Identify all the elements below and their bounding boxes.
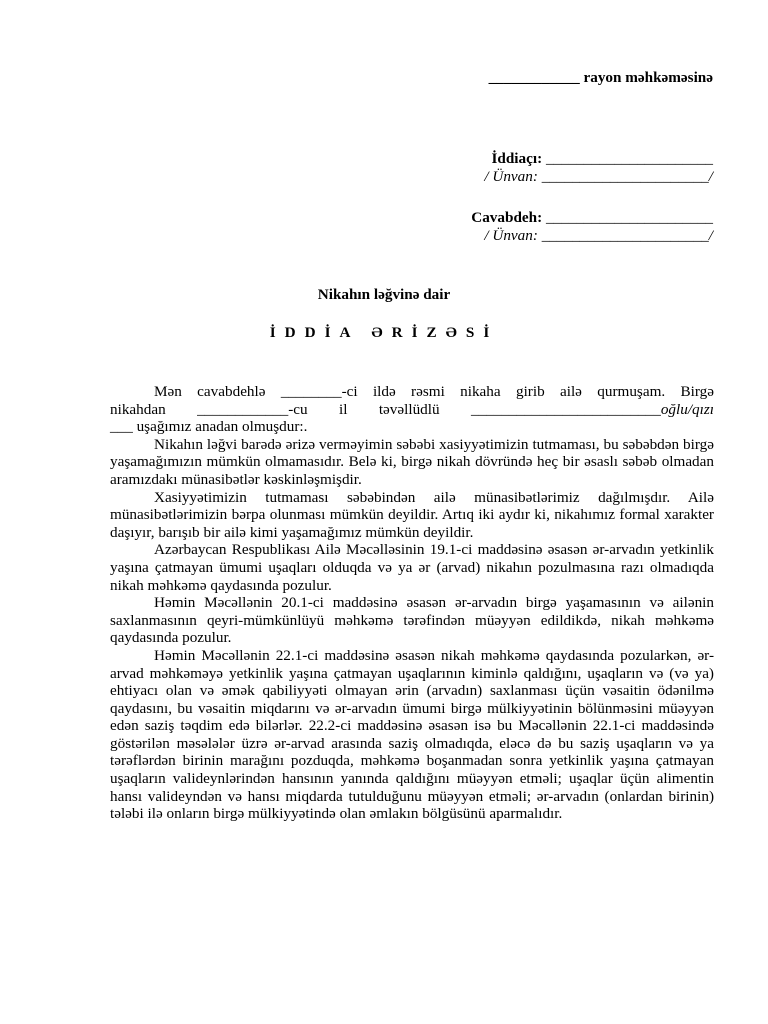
- defendant-label: Cavabdeh:: [471, 209, 543, 226]
- plaintiff-address-blank: ______________________/: [541, 167, 713, 185]
- defendant-address-blank: ______________________/: [541, 226, 713, 244]
- body-paragraph: Nikahın ləğvi barədə ərizə verməyimin səbəbi xasiyyətimizin tutmaması, bu səbəbdən birgə yaşamağımızın mümkün olmamasıdır. Belə ki, birgə nikah dövründə heç bir əsaslı səbəb olmadan aramızdakı münasibətlər kəskinləşmişdir.: [110, 435, 714, 488]
- body-paragraph: Həmin Məcəllənin 20.1-ci maddəsinə əsasən ər-arvadın birgə yaşamasının və ailənin saxlanmasının qeyri-mümkünlüyü məhkəmə tərəfindən müəyyən edildikdə, nikah məhkəmə qaydasında pozulur.: [110, 594, 714, 647]
- document-title: İDDİA ƏRİZƏSİ: [269, 324, 499, 341]
- body-paragraph: Azərbaycan Respublikası Ailə Məcəlləsinin 19.1-ci maddəsinə əsasən ər-arvadın yetkinlik yaşına çatmayan ümumi uşaqları olduqda və ya ər (arvad) nikahın pozulmasına razı olmadıqda nikah məhkəmə qaydasında pozulur.: [110, 541, 714, 594]
- defendant-block: [471, 209, 713, 244]
- plaintiff-address-label: / Ünvan:: [484, 167, 542, 185]
- plaintiff-line: [484, 150, 713, 168]
- body-paragraph: Həmin Məcəllənin 22.1-ci maddəsinə əsasən nikah məhkəmə qaydasında pozularkən, ər-arvad məhkəməyə yetkinlik yaşına çatmayan uşaqlarının kiminlə qaldığını, uşaqların və (və ya) ehtiyacı olan və əmək qabiliyyəti olmayan ərin (arvadın) saxlanması üçün vəsaitin ödənilmə qaydasını, bu vəsaitin miqdarını və ər-arvadın ümumi birgə mülkiyyətinin bölünməsini müəyyən edən saziş təqdim edə bilərlər. 22.2-ci maddəsinə əsasən isə bu Məcəllənin 22.1-ci maddəsində göstərilən məsələlər üzrə ər-arvad arasında saziş olmadıqda, eləcə də bu saziş uşaqların və ya tərəflərdən birinin marağını pozduqda, məhkəmə boşanmadan sonra yetkinlik yaşına çatmayan uşaqların valideynlərindən hansının yanında qaldığını müəyyən etməli; uşaqlar üçün alimentin hansı valideyndən və hansı miqdarda tutulduğunu müəyyən etməli; ər-arvadın (onlardan birinin) tələbi ilə onların birgə mülkiyyətində olan əmlakın bölgüsünü aparmalıdır.: [110, 646, 714, 823]
- document-subject: Nikahın ləğvinə dair: [317, 286, 451, 303]
- defendant-line: [471, 209, 713, 227]
- plaintiff-block: [484, 150, 713, 185]
- defendant-name-blank: ______________________: [542, 209, 713, 226]
- court-addressee: ____________ rayon məhkəməsinə: [488, 69, 713, 86]
- plaintiff-name-blank: ______________________: [542, 150, 713, 167]
- body-intro-line-2-italic: oğlu/qızı: [660, 400, 714, 418]
- plaintiff-address-line: [484, 168, 713, 186]
- body-intro-line-2: [110, 401, 714, 419]
- document-body: [110, 383, 714, 823]
- body-intro-line-2-text: nikahdan ____________-cu il təvəllüdlü _________________________: [110, 400, 661, 418]
- defendant-address-line: [471, 227, 713, 245]
- defendant-address-label: / Ünvan:: [484, 226, 542, 244]
- body-intro-line-3: ___ uşağımız anadan olmuşdur:.: [110, 418, 308, 436]
- plaintiff-label: İddiaçı:: [491, 150, 543, 167]
- body-paragraph: Xasiyyətimizin tutmaması səbəbindən ailə münasibətlərimiz dağılmışdır. Ailə münasibətlərimizin bərpa olunması mümkün deyildir. Artıq iki aydır ki, nikahımız formal xarakter daşıyır, barışıb bir ailə kimi yaşamağımız mümkün deyildir.: [110, 488, 714, 541]
- body-intro-line-1: Mən cavabdehlə ________-ci ildə rəsmi nikaha girib ailə qurmuşam. Birgə: [154, 383, 714, 400]
